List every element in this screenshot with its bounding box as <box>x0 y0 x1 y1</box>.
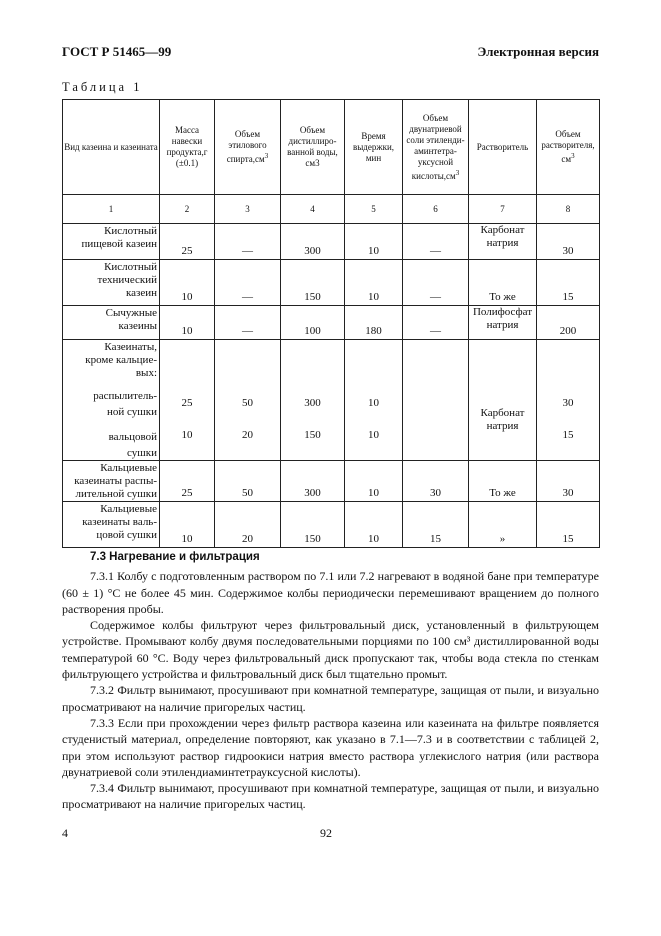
col-number: 7 <box>469 195 537 224</box>
cell-edta <box>403 340 469 461</box>
cell-solvent: Полифосфат натрия <box>469 306 537 340</box>
col-header: Объем дистиллиро-ванной воды, см3 <box>281 100 345 195</box>
cell-ethanol: 50 <box>242 397 253 409</box>
cell-water: 150 <box>304 429 321 441</box>
cell-time: 10 <box>368 487 379 499</box>
paragraph: Содержимое колбы фильтруют через фильтровальный диск, установленный в фильтрующем устройстве. Промывают колбу двумя последовательными порциями по 100 см³ дистиллированной воды температурой 60 °С. Воду через фильтровальный диск пропускают так, чтобы вода стекла по стенкам фильтрующего устройства и фильтровальный диск был тщательно промыт. <box>62 618 599 682</box>
cell-solvent: Карбонат натрия <box>469 340 537 461</box>
cell-solvent: Карбонат натрия <box>469 224 537 260</box>
table-row <box>63 260 600 306</box>
document-code: ГОСТ Р 51465—99 <box>62 44 172 59</box>
cell-time: 180 <box>365 325 382 337</box>
col-header: Вид казеина и казеината <box>63 100 160 195</box>
cell-mass: 10 <box>181 429 193 441</box>
paragraph: 7.3.3 Если при прохождении через фильтр раствора казеина или казеината на фильтре появляется студенистый материал, определение повторяют, как указано в 7.1—7.3 и в соответствии с таблицей 2, при этом используют раствор гидроокиси натрия вместо раствора углекислого натрия (или раствора двунатриевой соли этилендиаминтетрауксусной кислоты). <box>62 715 599 779</box>
cell-mass: 25 <box>181 245 193 257</box>
col-header: Растворитель <box>469 100 537 195</box>
page-number: 92 <box>320 826 332 840</box>
section-body <box>62 549 599 813</box>
table-header-row <box>63 100 600 195</box>
table-row <box>63 224 600 260</box>
cell-time: 10 <box>368 429 379 441</box>
edition-label: Электронная версия <box>477 44 599 59</box>
col-number: 6 <box>403 195 469 224</box>
cell-ethanol: 20 <box>242 533 253 545</box>
cell-mass: 10 <box>181 291 193 303</box>
cell-time: 10 <box>368 397 379 409</box>
table-row <box>63 340 600 461</box>
cell-water: 150 <box>304 291 321 303</box>
cell-solvent-volume: 30 <box>562 397 574 409</box>
row-label: Кальциевые казеинаты распы- лительной сушки <box>63 461 160 502</box>
footer-sheet-number: 4 <box>62 826 68 840</box>
cell-solvent-volume: 15 <box>562 291 574 303</box>
cell-solvent-volume: 15 <box>562 429 574 441</box>
table-row <box>63 502 600 548</box>
cell-solvent: То же <box>489 291 516 303</box>
section-title: 7.3 Нагревание и фильтрация <box>90 551 260 563</box>
cell-ethanol: 50 <box>242 487 253 499</box>
table-row <box>63 306 600 340</box>
col-header: Объем двунатриевой соли этиленди-аминтетра-уксусной $кислоты,см^3$ <box>403 100 469 195</box>
row-label: Кислотный пищевой казеин <box>63 224 160 260</box>
cell-edta: 15 <box>430 533 441 545</box>
cell-solvent-volume: 30 <box>562 487 574 499</box>
cell-ethanol: 20 <box>242 429 253 441</box>
col-header: Объем растворителя, $см^3$ <box>537 100 600 195</box>
row-label: Кальциевые казеинаты валь- цовой сушки <box>63 502 160 548</box>
cell-solvent-volume: 30 <box>562 245 574 257</box>
cell-solvent: » <box>499 533 506 545</box>
col-number: 1 <box>63 195 160 224</box>
col-number: 4 <box>281 195 345 224</box>
cell-water: 300 <box>304 245 321 257</box>
cell-mass: 10 <box>181 533 193 545</box>
paragraph: 7.3.2 Фильтр вынимают, просушивают при комнатной температуре, защищая от пыли, и визуально просматривают на наличие пригорелых частиц. <box>62 683 599 714</box>
cell-time: 10 <box>368 291 379 303</box>
cell-edta: — <box>430 325 441 337</box>
cell-ethanol: — <box>242 291 253 303</box>
row-label: Сычужные казеины <box>63 306 160 340</box>
casein-table <box>62 99 600 548</box>
cell-water: 300 <box>304 397 321 409</box>
col-number: 5 <box>345 195 403 224</box>
row-label: Кислотный технический казеин <box>63 260 160 306</box>
cell-ethanol: — <box>242 245 253 257</box>
col-number: 3 <box>215 195 281 224</box>
table-caption: Таблица 1 <box>62 80 143 94</box>
cell-mass: 10 <box>181 325 193 337</box>
cell-time: 10 <box>368 245 379 257</box>
cell-water: 150 <box>304 533 321 545</box>
paragraph: 7.3.4 Фильтр вынимают, просушивают при комнатной температуре, защищая от пыли, и визуально просматривают на наличие пригорелых частиц. <box>62 781 599 812</box>
col-header: Объем этилового $спирта,см^3$ <box>215 100 281 195</box>
col-number: 8 <box>537 195 600 224</box>
cell-solvent-volume: 15 <box>562 533 574 545</box>
cell-water: 100 <box>304 325 321 337</box>
cell-edta: — <box>430 245 441 257</box>
paragraph: 7.3.1 Колбу с подготовленным раствором по 7.1 или 7.2 нагревают в водяной бане при температуре (60 ± 1) °С не более 45 мин. Содержимое колбы периодически перемешивают вращением до полного растворения пробы. <box>62 569 599 616</box>
col-number: 2 <box>160 195 215 224</box>
cell-water: 300 <box>304 487 321 499</box>
cell-ethanol: — <box>242 325 253 337</box>
table-row <box>63 461 600 502</box>
cell-solvent: То же <box>489 487 516 499</box>
cell-edta: 30 <box>430 487 441 499</box>
cell-time: 10 <box>368 533 379 545</box>
col-header: Масса навески продукта,г (±0.1) <box>160 100 215 195</box>
column-number-row <box>63 195 600 224</box>
cell-mass: 25 <box>181 397 193 409</box>
row-label: Казеинаты, кроме кальцие- вых: распылитель- ной сушки вальцовой сушки <box>63 340 160 461</box>
col-header: Время выдержки, мин <box>345 100 403 195</box>
cell-mass: 25 <box>181 487 193 499</box>
cell-edta: — <box>430 291 441 303</box>
cell-solvent-volume: 200 <box>559 325 577 337</box>
